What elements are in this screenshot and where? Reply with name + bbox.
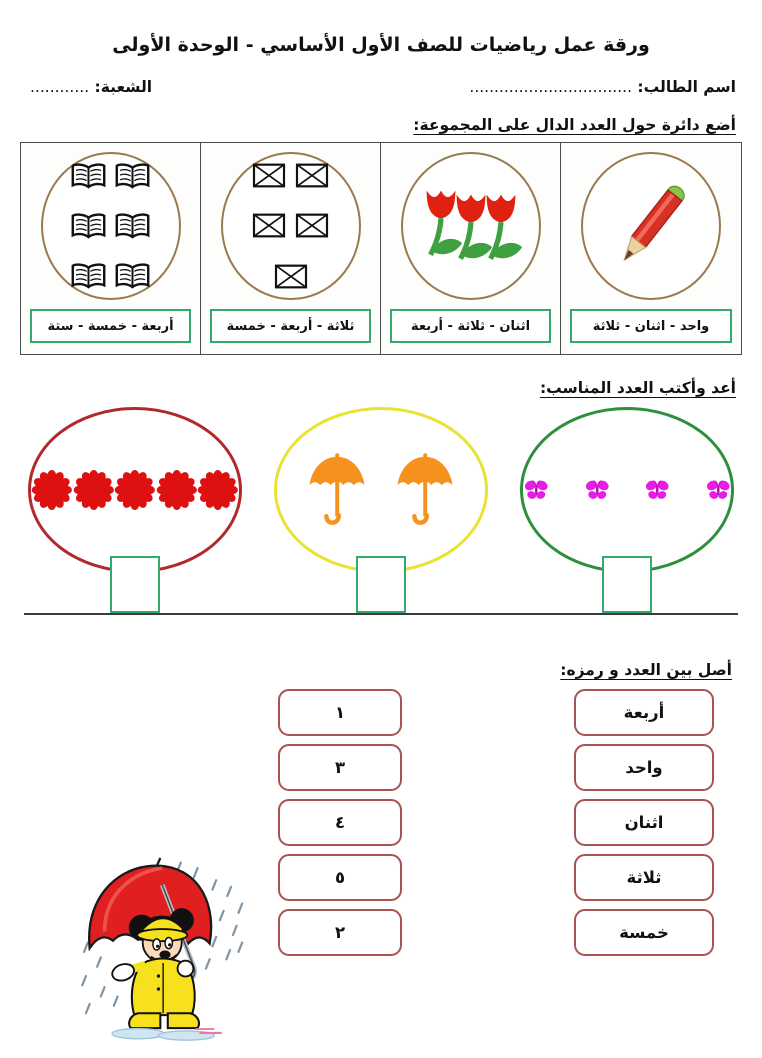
circle-section-table (20, 142, 742, 355)
answer-box-butterflies[interactable] (602, 556, 652, 613)
book-icon (70, 262, 107, 290)
flower-icon (31, 463, 73, 517)
envelope-icon (274, 264, 308, 289)
book-icon (114, 262, 151, 290)
group-cell-envelopes (201, 143, 381, 354)
student-name-input[interactable]: ................................. (469, 78, 632, 96)
butterfly-icon (523, 461, 550, 519)
flower-icon (73, 463, 115, 517)
pencil-group-ring (581, 152, 721, 300)
envelope-icon (252, 213, 286, 238)
number-options-books[interactable]: أربعة - خمسة - ستة (30, 309, 190, 343)
envelope-icon (295, 213, 329, 238)
umbrella-icon (394, 453, 456, 528)
number-word-box[interactable]: ثلاثة (574, 854, 714, 901)
tulip-icon (477, 185, 525, 276)
worksheet-page (0, 34, 762, 1058)
section-divider-line (24, 613, 738, 615)
number-word-box[interactable]: واحد (574, 744, 714, 791)
book-icon (70, 212, 107, 240)
student-name-label: اسم الطالب: (637, 78, 736, 96)
count-section-heading: أعد وأكتب العدد المناسب: (539, 379, 736, 397)
group-cell-books (21, 143, 201, 354)
number-options-pencil[interactable]: واحد - اثنان - ثلاثة (570, 309, 731, 343)
mickey-mouse-illustration (76, 857, 254, 1043)
umbrella-group-ring (274, 407, 488, 573)
book-group-ring (41, 152, 181, 300)
group-cell-tulips (381, 143, 561, 354)
butterfly-icon (644, 461, 671, 519)
butterfly-icon (584, 461, 611, 519)
envelope-icon (295, 163, 329, 188)
flower-icon (156, 463, 198, 517)
class-input[interactable]: ............ (30, 78, 90, 96)
class-field (30, 78, 152, 96)
count-unit-umbrellas (274, 407, 488, 613)
number-words-column (574, 689, 714, 956)
umbrella-icon (306, 453, 368, 528)
answer-box-umbrellas[interactable] (356, 556, 406, 613)
book-icon (70, 162, 107, 190)
numeral-box[interactable]: ٤ (278, 799, 402, 846)
group-cell-pencil (561, 143, 741, 354)
number-options-tulips[interactable]: اثنان - ثلاثة - أربعة (390, 309, 550, 343)
flower-icon (197, 463, 239, 517)
tulip-group-ring (401, 152, 541, 300)
flower-group-ring (28, 407, 242, 573)
butterfly-group-ring (520, 407, 734, 573)
butterfly-icon (705, 461, 732, 519)
count-section-row (28, 407, 734, 613)
match-section-heading: أصل بين العدد و رمزه: (560, 661, 732, 679)
class-label: الشعبة: (94, 78, 153, 96)
book-icon (114, 162, 151, 190)
numeral-box[interactable]: ١ (278, 689, 402, 736)
book-icon (114, 212, 151, 240)
envelope-icon (252, 163, 286, 188)
flower-icon (114, 463, 156, 517)
circle-section-heading: أضع دائرة حول العدد الدال على المجموعة: (413, 116, 736, 134)
student-name-field (469, 78, 736, 96)
mickey-umbrella-rain-icon (76, 857, 254, 1043)
number-word-box[interactable]: خمسة (574, 909, 714, 956)
numeral-box[interactable]: ٢ (278, 909, 402, 956)
number-word-box[interactable]: اثنان (574, 799, 714, 846)
count-unit-butterflies (520, 407, 734, 613)
count-unit-flowers (28, 407, 242, 613)
numerals-column (278, 689, 402, 956)
page-title: ورقة عمل رياضيات للصف الأول الأساسي - الوحدة الأولى (112, 34, 650, 56)
number-word-box[interactable]: أربعة (574, 689, 714, 736)
pencil-icon (608, 177, 693, 274)
numeral-box[interactable]: ٣ (278, 744, 402, 791)
student-info-row (0, 78, 762, 96)
match-section (0, 689, 762, 1029)
envelope-group-ring (221, 152, 361, 300)
numeral-box[interactable]: ٥ (278, 854, 402, 901)
number-options-envelopes[interactable]: ثلاثة - أربعة - خمسة (210, 309, 370, 343)
answer-box-flowers[interactable] (110, 556, 160, 613)
